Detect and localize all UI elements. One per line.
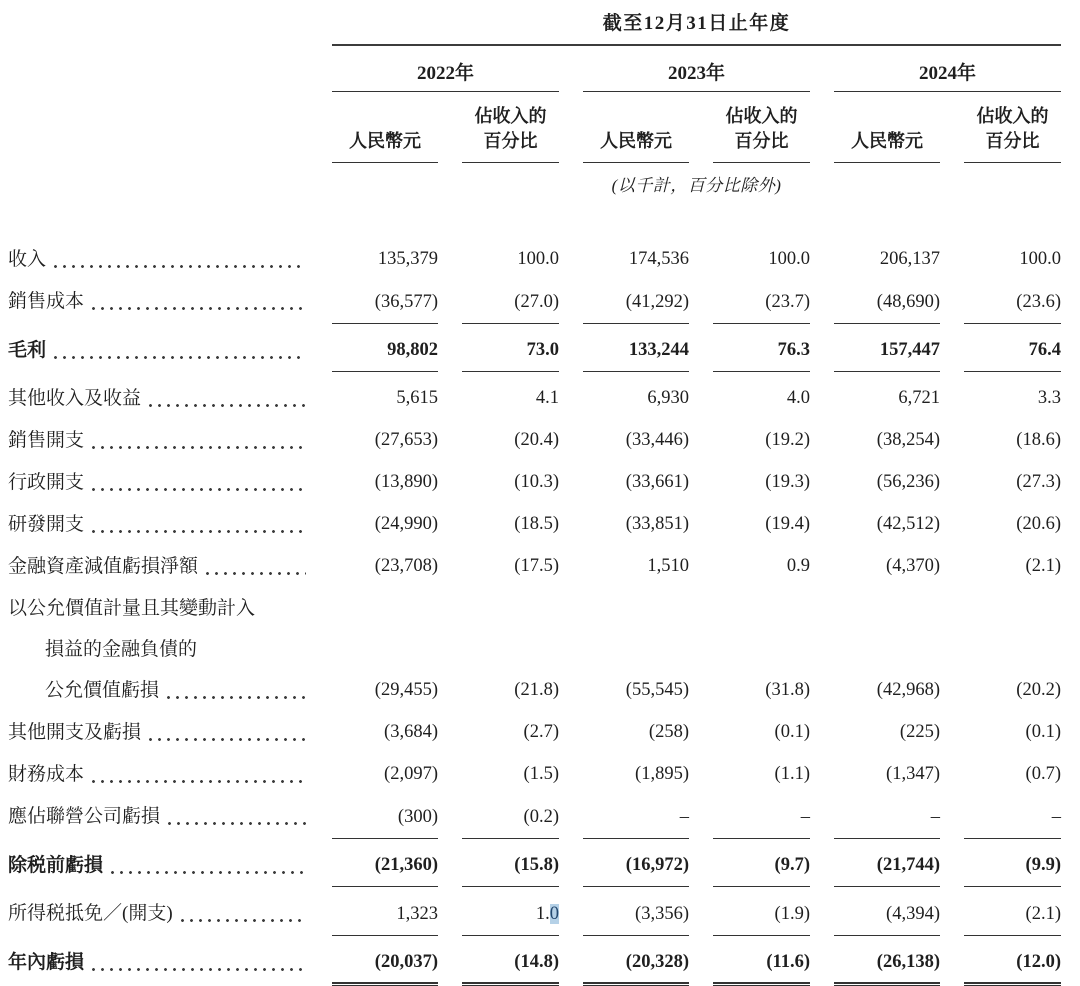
- amount-column-header: 人民幣元: [834, 92, 940, 163]
- table-body: [8, 246, 1070, 986]
- percent-column-header: [713, 92, 810, 163]
- dot-leader: [149, 738, 306, 741]
- row-value: –: [713, 804, 810, 839]
- row-label: [8, 511, 308, 538]
- row-label: [8, 385, 308, 412]
- row-value: (33,446): [625, 430, 689, 450]
- unit-note-row: [8, 163, 1070, 196]
- percent-column-header: [964, 92, 1061, 163]
- row-value: (1,895): [635, 764, 689, 784]
- row-value: (4,370): [886, 556, 940, 576]
- row-value: 157,447: [834, 337, 940, 372]
- row-label-line: 以公允價值計量且其變動計入: [8, 598, 256, 619]
- row-value: (2.7): [523, 722, 559, 742]
- row-value: 6,721: [898, 388, 940, 408]
- percent-header-line1: 佔收入的: [725, 106, 798, 126]
- row-value: 206,137: [879, 249, 940, 269]
- table-row-revenue: [8, 246, 1070, 273]
- row-label: [8, 761, 308, 788]
- table-row-other-expenses-and-losses: [8, 719, 1070, 746]
- row-value: (19.4): [765, 514, 810, 534]
- row-value-text: 1.: [535, 903, 550, 924]
- row-value: (9.7): [713, 852, 810, 887]
- row-value: (10.3): [514, 472, 559, 492]
- table-row-other-income-and-gains: [8, 385, 1070, 412]
- row-label: [8, 719, 308, 746]
- label-column-spacer: [8, 8, 308, 44]
- dot-leader: [92, 968, 306, 971]
- row-value: (56,236): [876, 472, 940, 492]
- percent-header-line2: 百分比: [734, 131, 789, 151]
- row-value: 1,510: [647, 556, 689, 576]
- row-value: (1.5): [523, 764, 559, 784]
- row-value: (3,356): [583, 901, 689, 936]
- row-label-text: 所得税抵免／(開支): [8, 903, 173, 924]
- row-value: (2.1): [964, 901, 1061, 936]
- row-value: (0.1): [1025, 722, 1061, 742]
- row-value: (20,328): [583, 949, 689, 986]
- row-label-text: 應佔聯營公司虧損: [8, 806, 161, 827]
- row-value: (13,890): [374, 472, 438, 492]
- row-value: (27.3): [1016, 472, 1061, 492]
- amount-column-header: 人民幣元: [332, 92, 438, 163]
- amount-column-header: 人民幣元: [583, 92, 689, 163]
- percent-column-header: [462, 92, 559, 163]
- row-value: (33,851): [625, 514, 689, 534]
- row-value: (0.7): [1025, 764, 1061, 784]
- row-value: 4.1: [535, 388, 559, 408]
- year-header-row: [8, 46, 1070, 92]
- unit-note: (以千計，百分比除外): [611, 176, 782, 195]
- row-value: (21,744): [834, 852, 940, 887]
- row-label: [8, 553, 308, 580]
- row-value: 3.3: [1037, 388, 1061, 408]
- table-row-net-impairment-losses-financial-assets: [8, 553, 1070, 580]
- dot-leader: [111, 871, 306, 874]
- row-value: (31.8): [765, 680, 810, 700]
- row-value: 100.0: [768, 249, 810, 269]
- row-value: 5,615: [396, 388, 438, 408]
- dot-leader: [181, 919, 306, 922]
- row-label: [8, 900, 308, 936]
- row-label-text: 毛利: [8, 339, 47, 361]
- row-label-text: 研發開支: [8, 514, 85, 535]
- row-value: 100.0: [517, 249, 559, 269]
- row-label: [8, 337, 308, 373]
- row-value: (27,653): [374, 430, 438, 450]
- row-value: (11.6): [713, 949, 810, 986]
- row-value: (24,990): [374, 514, 438, 534]
- row-value: 76.4: [964, 337, 1061, 372]
- percent-header-line2: 百分比: [483, 131, 538, 151]
- row-value: (36,577): [332, 289, 438, 324]
- row-value: (29,455): [374, 680, 438, 700]
- table-row-share-of-loss-of-associates: [8, 803, 1070, 839]
- label-column-spacer: [8, 163, 308, 196]
- row-value: (1.1): [774, 764, 810, 784]
- row-value: 6,930: [647, 388, 689, 408]
- row-label-line: 損益的金融負債的: [45, 639, 198, 660]
- row-value: 98,802: [332, 337, 438, 372]
- row-value: (17.5): [514, 556, 559, 576]
- row-label: [8, 595, 308, 704]
- row-value: 100.0: [1019, 249, 1061, 269]
- table-title: 截至12月31日止年度: [602, 13, 791, 34]
- row-value: (42,512): [876, 514, 940, 534]
- row-value: (20.4): [514, 430, 559, 450]
- row-value: (55,545): [625, 680, 689, 700]
- dot-leader: [92, 307, 306, 310]
- row-label-text: 年內虧損: [8, 951, 85, 973]
- table-row-selling-expenses: [8, 427, 1070, 454]
- dot-leader: [54, 356, 306, 359]
- year-header-2022: 2022年: [332, 46, 559, 92]
- row-value: –: [583, 804, 689, 839]
- row-label: [8, 803, 308, 839]
- row-value: 133,244: [583, 337, 689, 372]
- row-label: [8, 427, 308, 454]
- row-label-text: 銷售開支: [8, 430, 85, 451]
- row-value: (258): [648, 722, 689, 742]
- row-value: 4.0: [786, 388, 810, 408]
- row-value: (20,037): [332, 949, 438, 986]
- row-value: (12.0): [964, 949, 1061, 986]
- selection-highlight: 0: [549, 903, 559, 924]
- row-label-text: 銷售成本: [8, 291, 85, 312]
- row-label-text: 金融資產減值虧損淨額: [8, 556, 199, 577]
- percent-header-line1: 佔收入的: [976, 106, 1049, 126]
- dot-leader: [92, 446, 306, 449]
- row-value: 174,536: [628, 249, 689, 269]
- row-value: (2,097): [384, 764, 438, 784]
- row-label-text: 公允價值虧損: [45, 680, 160, 701]
- percent-header-line2: 百分比: [985, 131, 1040, 151]
- row-value: (2.1): [1025, 556, 1061, 576]
- year-header-2024: 2024年: [834, 46, 1061, 92]
- table-row-finance-costs: [8, 761, 1070, 788]
- table-row-cost-of-sales: [8, 288, 1070, 324]
- row-label-text: 除税前虧損: [8, 854, 104, 876]
- row-value: (42,968): [876, 680, 940, 700]
- row-value: [462, 901, 559, 936]
- row-value: (15.8): [462, 852, 559, 887]
- dot-leader: [167, 696, 306, 699]
- row-value: (4,394): [834, 901, 940, 936]
- row-value: (41,292): [583, 289, 689, 324]
- row-value: (27.0): [462, 289, 559, 324]
- row-value: (0.2): [462, 804, 559, 839]
- table-row-administrative-expenses: [8, 469, 1070, 496]
- label-column-spacer: [8, 46, 308, 92]
- row-value: (23.7): [713, 289, 810, 324]
- row-value: (20.2): [1016, 680, 1061, 700]
- row-value: (14.8): [462, 949, 559, 986]
- row-value: (1.9): [713, 901, 810, 936]
- dot-leader: [149, 404, 306, 407]
- row-value: (38,254): [876, 430, 940, 450]
- row-label-text: 其他開支及虧損: [8, 722, 142, 743]
- row-value: (48,690): [834, 289, 940, 324]
- row-label-text: 財務成本: [8, 764, 85, 785]
- row-value: (20.6): [1016, 514, 1061, 534]
- row-value: (18.6): [1016, 430, 1061, 450]
- row-value: (33,661): [625, 472, 689, 492]
- dot-leader: [92, 488, 306, 491]
- row-value: (26,138): [834, 949, 940, 986]
- row-value: (225): [899, 722, 940, 742]
- row-value: (21.8): [514, 680, 559, 700]
- row-label: [8, 469, 308, 496]
- row-value: (1,347): [886, 764, 940, 784]
- row-value: (9.9): [964, 852, 1061, 887]
- table-row-fair-value-loss-financial-liabilities: [8, 595, 1070, 704]
- row-label-text: 收入: [8, 249, 47, 270]
- row-value: (23,708): [374, 556, 438, 576]
- row-value: –: [834, 804, 940, 839]
- row-value: 135,379: [377, 249, 438, 269]
- dot-leader: [168, 822, 306, 825]
- table-row-loss-before-tax: [8, 852, 1070, 888]
- row-label: [8, 246, 308, 273]
- row-label-text: 其他收入及收益: [8, 388, 142, 409]
- percent-header-line1: 佔收入的: [474, 106, 547, 126]
- row-value: –: [964, 804, 1061, 839]
- row-value: (19.2): [765, 430, 810, 450]
- dot-leader: [92, 530, 306, 533]
- row-value: (18.5): [514, 514, 559, 534]
- row-value: (3,684): [384, 722, 438, 742]
- dot-leader: [92, 780, 306, 783]
- table-row-income-tax-credit-expense: [8, 900, 1070, 936]
- row-value: 76.3: [713, 337, 810, 372]
- row-label-text: 行政開支: [8, 472, 85, 493]
- year-header-2023: 2023年: [583, 46, 810, 92]
- row-value: (23.6): [964, 289, 1061, 324]
- row-value: (19.3): [765, 472, 810, 492]
- dot-leader: [206, 572, 306, 575]
- financial-table: [8, 8, 1070, 986]
- table-title-row: [8, 8, 1070, 44]
- row-value: (300): [332, 804, 438, 839]
- table-row-gross-profit: [8, 337, 1070, 373]
- row-label: [8, 852, 308, 888]
- dot-leader: [54, 265, 306, 268]
- label-column-spacer: [8, 92, 308, 163]
- table-row-loss-for-the-year: [8, 949, 1070, 986]
- row-value: 73.0: [462, 337, 559, 372]
- row-label-line: [8, 677, 308, 704]
- row-value: (0.1): [774, 722, 810, 742]
- table-row-rd-expenses: [8, 511, 1070, 538]
- row-value: (16,972): [583, 852, 689, 887]
- column-header-row: [8, 92, 1070, 163]
- row-label: [8, 288, 308, 324]
- row-label: [8, 949, 308, 986]
- row-value: 0.9: [786, 556, 810, 576]
- row-value: 1,323: [332, 901, 438, 936]
- row-value: (21,360): [332, 852, 438, 887]
